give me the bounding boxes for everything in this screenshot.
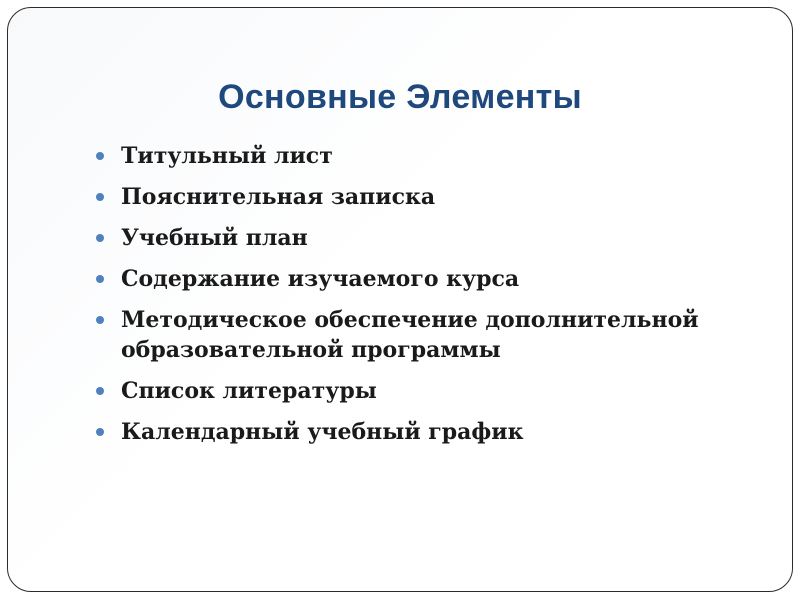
list-item <box>96 141 766 171</box>
list-item-text: Методическое обеспечение дополнительной образовательной программы <box>121 307 699 363</box>
list-item <box>96 264 766 294</box>
list-item-text: Учебный план <box>121 225 308 251</box>
list-item-text: Титульный лист <box>121 143 333 169</box>
slide-frame <box>7 7 793 592</box>
bullet-dot-icon <box>96 275 104 283</box>
list-item <box>96 417 766 447</box>
list-item <box>96 305 766 365</box>
bullet-dot-icon <box>96 193 104 201</box>
bullet-dot-icon <box>96 152 104 160</box>
slide-title: Основные Элементы <box>218 78 582 116</box>
list-item <box>96 376 766 406</box>
list-item-text: Календарный учебный график <box>121 419 524 445</box>
list-item-text: Пояснительная записка <box>121 184 436 210</box>
list-item <box>96 182 766 212</box>
list-item-text: Список литературы <box>121 378 377 404</box>
list-item <box>96 223 766 253</box>
bullet-dot-icon <box>96 316 104 324</box>
list-item-text: Содержание изучаемого курса <box>121 266 520 292</box>
bullet-dot-icon <box>96 428 104 436</box>
bullet-list <box>96 141 766 458</box>
bullet-dot-icon <box>96 234 104 242</box>
bullet-dot-icon <box>96 387 104 395</box>
